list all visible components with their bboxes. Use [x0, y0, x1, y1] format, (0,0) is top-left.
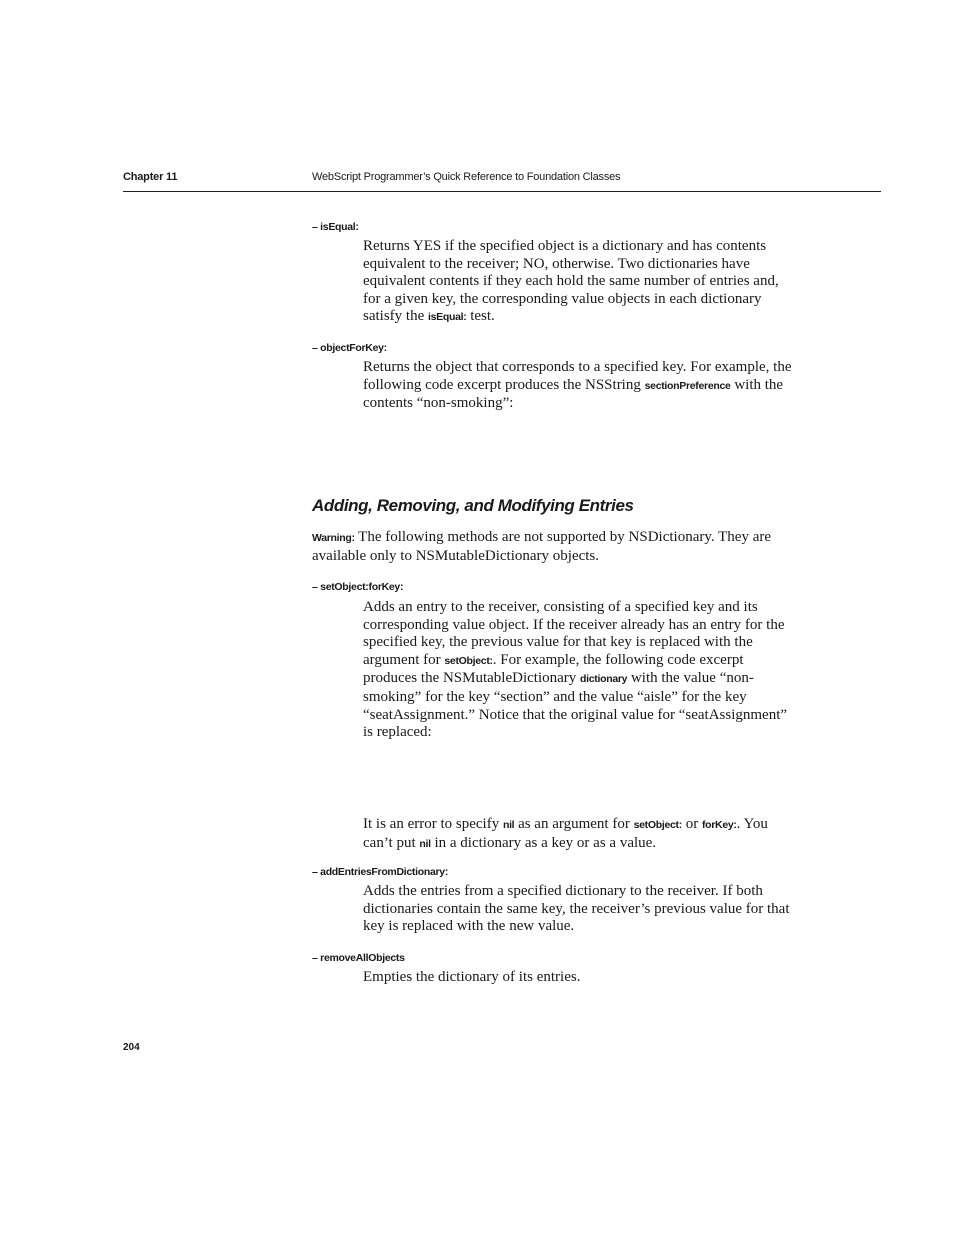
method-isequal-name: – isEqual:: [312, 221, 359, 233]
inline-code: isEqual:: [428, 311, 467, 324]
section-heading: Adding, Removing, and Modifying Entries: [312, 496, 634, 515]
text-run: Returns YES if the specified object is a dictionary and has contents equivalent to the receiver; NO, otherwise. Two dictionaries have equivalent contents if they each hold the same number of entries and, for a given key, the corresponding value objects in each dictionary satisfy the: [363, 238, 779, 325]
book-title: WebScript Programmer’s Quick Reference to Foundation Classes: [312, 171, 621, 183]
text-run: test.: [466, 308, 495, 325]
inline-code: sectionPreference: [644, 379, 731, 392]
text-run: . You can’t put: [363, 816, 768, 851]
inline-code: dictionary: [580, 673, 628, 686]
text-run: with the contents “non-smoking”:: [363, 376, 784, 412]
text-run: Adds an entry to the receiver, consisting of a specified key and its corresponding value object. If the receiver already has an entry for the specified key, the previous value for that key is replaced with the argument for: [363, 599, 785, 668]
method-setobjectforkey-name: – setObject:forKey:: [312, 581, 404, 593]
inline-code: forKey:: [701, 819, 737, 831]
method-objectforkey-name: – objectForKey:: [312, 342, 387, 354]
chapter-label: Chapter 11: [123, 171, 178, 183]
warning-label: Warning:: [312, 532, 355, 544]
text-run: . For example, the following code excerpt produces the NSMutableDictionary: [363, 651, 744, 687]
method-removeallobjects-name: – removeAllObjects: [312, 952, 405, 964]
warning-paragraph: [312, 528, 792, 565]
text-run: It is an error to specify: [363, 816, 500, 832]
running-header: [123, 171, 881, 192]
method-isequal-description: [363, 238, 793, 327]
method-objectforkey-description: [363, 359, 793, 413]
inline-code: setObject:: [444, 654, 493, 667]
method-removeallobjects-description: Empties the dictionary of its entries.: [363, 969, 581, 985]
text-run: Returns the object that corresponds to a specified key. For example, the following code excerpt produces the NSString: [363, 359, 792, 393]
setobject-nil-note: [363, 816, 793, 853]
text-run: in a dictionary as a key or as a value.: [430, 834, 657, 851]
text-run: with the value “non-smoking” for the key “section” and the value “aisle” for the key “seatAssignment.” Notice that the original value for “seatAssignment” is replaced:: [363, 670, 788, 741]
text-run: or: [681, 816, 699, 832]
method-addentries-description: Adds the entries from a specified dictionary to the receiver. If both dictionaries contain the same key, the receiver’s previous value for that key is replaced with the new value.: [363, 883, 790, 935]
method-setobjectforkey-description: [363, 599, 793, 742]
text-run: as an argument for: [514, 816, 630, 832]
method-addentries-name: – addEntriesFromDictionary:: [312, 866, 449, 878]
warning-text: The following methods are not supported by NSDictionary. They are available only to NSMutableDictionary objects.: [312, 529, 772, 564]
inline-code: setObject:: [633, 819, 682, 831]
page-number: 204: [123, 1042, 140, 1053]
inline-code: nil: [502, 819, 515, 831]
inline-code: nil: [419, 837, 431, 850]
